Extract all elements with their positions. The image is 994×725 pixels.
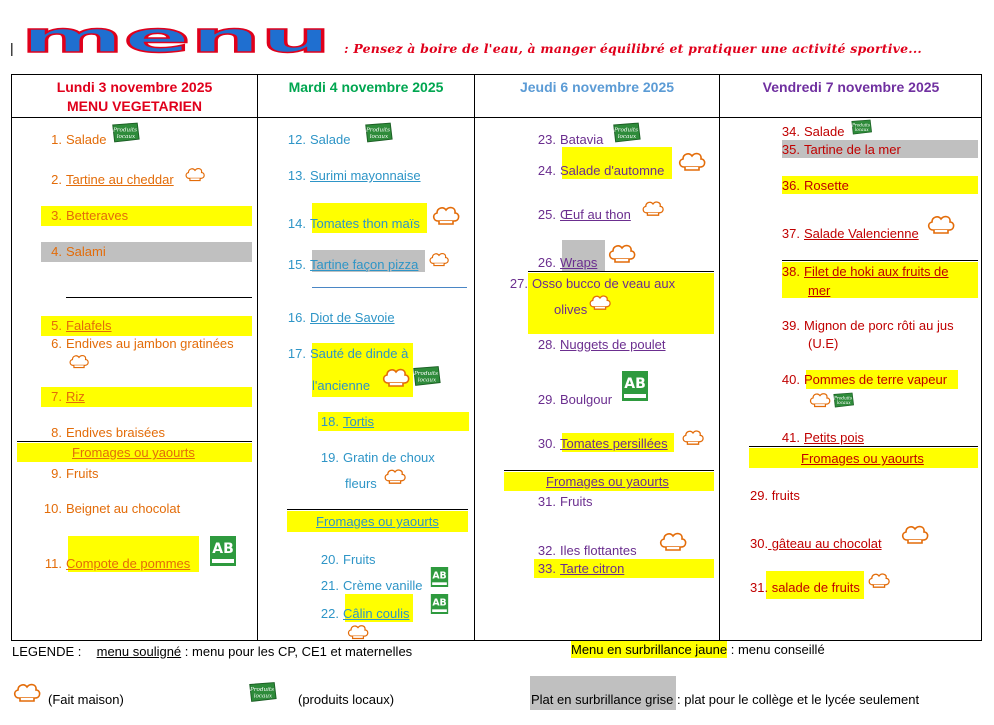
separator-line [66, 297, 252, 298]
legend-local: (produits locaux) [298, 692, 395, 707]
ab-organic-icon [622, 371, 648, 401]
day-date: Vendredi 7 novembre 2025 [762, 79, 940, 95]
list-item: 14. Tomates thon maïs [287, 216, 420, 231]
list-item: 25. Œuf au thon [537, 207, 631, 222]
legend-grey [531, 692, 919, 707]
list-item: 12. Salade [287, 132, 351, 147]
list-item-cont: olives [554, 302, 588, 317]
day-header-friday [720, 78, 982, 97]
day-date: Lundi 3 novembre 2025 [56, 79, 213, 95]
day-header-thursday [475, 78, 719, 97]
legend-row-1 [12, 644, 412, 659]
list-item: 16. Diot de Savoie [287, 310, 395, 325]
list-item: 17. Sauté de dinde à [287, 346, 409, 361]
legend-yellow-sample: Menu en surbrillance jaune [571, 642, 728, 657]
legend-underline-sample: menu souligné [96, 644, 182, 659]
list-item: 30. gâteau au chocolat [750, 536, 882, 551]
chef-hat-icon [641, 199, 665, 217]
list-item: 20. Fruits [320, 552, 376, 567]
list-item: 31. Fruits [537, 494, 593, 509]
produits-locaux-icon [831, 392, 855, 408]
list-item-cont: l'ancienne [312, 378, 371, 393]
chef-hat-icon [681, 428, 705, 446]
chef-hat-icon [383, 467, 407, 485]
list-item: 38. Filet de hoki aux fruits de [781, 264, 949, 279]
chef-hat-icon [428, 251, 450, 267]
list-item: 11. Compote de pommes [44, 556, 191, 571]
chef-hat-icon [658, 530, 688, 552]
list-item: 7. Riz [51, 389, 85, 404]
list-item: 8. Endives braisées [51, 425, 165, 440]
list-item: 36. Rosette [781, 178, 849, 193]
logo-text: menu [21, 26, 331, 56]
list-item: 28. Nuggets de poulet [537, 337, 666, 352]
list-item: 39. Mignon de porc rôti au jus [781, 318, 954, 333]
chef-hat-icon [677, 150, 707, 172]
list-item: 30. Tomates persillées [537, 436, 668, 451]
legend-underline-text: : menu pour les CP, CE1 et maternelles [184, 644, 413, 659]
column-divider [257, 74, 258, 641]
chef-hat-icon [588, 293, 612, 311]
separator-line [782, 260, 978, 261]
list-item: 9. Fruits [51, 466, 99, 481]
list-item: 41. Petits pois [781, 430, 864, 445]
list-item: 2. Tartine au cheddar [51, 172, 174, 187]
produits-locaux-icon [610, 122, 642, 143]
list-item: 19. Gratin de choux [320, 450, 435, 465]
list-item: 23. Batavia [537, 132, 604, 147]
cheese-yogurt-item: Fromages ou yaourts [316, 514, 439, 529]
produits-locaux-icon [109, 122, 141, 143]
legend-grey-text: : plat pour le collège et le lycée seulement [676, 692, 920, 707]
list-item: 3. Betteraves [51, 208, 129, 223]
list-item: 31. salade de fruits [750, 580, 860, 595]
menu-logo [18, 26, 334, 56]
separator-line [287, 509, 468, 510]
list-item: 34. Salade [781, 124, 845, 139]
list-item: 21. Crème vanille [320, 578, 423, 593]
list-item: 37. Salade Valencienne [781, 226, 919, 241]
chef-hat-icon [808, 391, 832, 408]
list-item-cont: mer [808, 283, 831, 298]
legend-yellow [571, 642, 825, 657]
chef-hat-icon [12, 681, 42, 703]
legend-yellow-text: : menu conseillé [730, 642, 825, 657]
ab-organic-icon [430, 594, 449, 614]
list-item: 18. Tortis [320, 414, 375, 429]
list-item: 22. Câlin coulis [320, 606, 410, 621]
list-item: 29. Boulgour [537, 392, 613, 407]
chef-hat-icon [607, 242, 637, 264]
ab-organic-icon [210, 536, 236, 566]
cursor-bar: | [10, 40, 14, 56]
list-item-cont: (U.E) [808, 336, 839, 351]
separator-line [749, 446, 978, 447]
list-item: 15. Tartine façon pizza [287, 257, 419, 272]
day-date: Mardi 4 novembre 2025 [288, 79, 444, 95]
produits-locaux-icon [410, 364, 442, 388]
legend-label: LEGENDE : [12, 644, 82, 659]
list-item: 29. fruits [750, 488, 800, 503]
header-row-divider [11, 117, 982, 118]
separator-line [312, 287, 467, 288]
list-item: 26. Wraps [537, 255, 598, 270]
day-date: Jeudi 6 novembre 2025 [519, 79, 675, 95]
chef-hat-icon [900, 523, 930, 545]
legend-homemade: (Fait maison) [48, 692, 124, 707]
list-item: 6. Endives au jambon gratinées [51, 336, 234, 351]
list-item: 40. Pommes de terre vapeur [781, 372, 948, 387]
list-item: 27. Osso bucco de veau aux [509, 276, 676, 291]
day-header-monday [12, 78, 257, 116]
list-item: 35. Tartine de la mer [781, 142, 901, 157]
list-item: 10. Beignet au chocolat [43, 501, 181, 516]
chef-hat-icon [381, 366, 411, 388]
list-item: 5. Falafels [51, 318, 112, 333]
chef-hat-icon [184, 166, 206, 182]
chef-hat-icon [68, 353, 90, 369]
column-divider [719, 74, 720, 641]
produits-locaux-icon [849, 119, 873, 135]
chef-hat-icon [926, 213, 956, 235]
column-divider [474, 74, 475, 641]
list-item: 33. Tarte citron [537, 561, 625, 576]
list-item-cont: fleurs [345, 476, 377, 491]
chef-hat-icon [867, 571, 891, 589]
list-item: 24. Salade d'automne [537, 163, 665, 178]
cheese-yogurt-item: Fromages ou yaourts [801, 451, 924, 466]
list-item: 4. Salami [51, 244, 106, 259]
chef-hat-icon [431, 204, 461, 226]
day-header-tuesday [258, 78, 474, 97]
ab-organic-icon [430, 567, 449, 587]
produits-locaux-icon [362, 122, 394, 143]
day-subtitle: MENU VEGETARIEN [66, 98, 203, 114]
chef-hat-icon [346, 623, 370, 640]
cheese-yogurt-item: Fromages ou yaourts [72, 445, 195, 460]
slogan: : Pensez à boire de l'eau, à manger équilibré et pratiquer une activité sportive... [344, 41, 922, 56]
cheese-yogurt-item: Fromages ou yaourts [546, 474, 669, 489]
list-item: 32. Iles flottantes [537, 543, 637, 558]
separator-line [17, 441, 252, 442]
list-item: 13. Surimi mayonnaise [287, 168, 421, 183]
list-item: 1. Salade [51, 132, 107, 147]
separator-line [504, 470, 714, 471]
separator-line [528, 271, 714, 272]
produits-locaux-icon [246, 681, 278, 703]
legend-grey-sample: Plat en surbrillance grise [531, 692, 674, 707]
